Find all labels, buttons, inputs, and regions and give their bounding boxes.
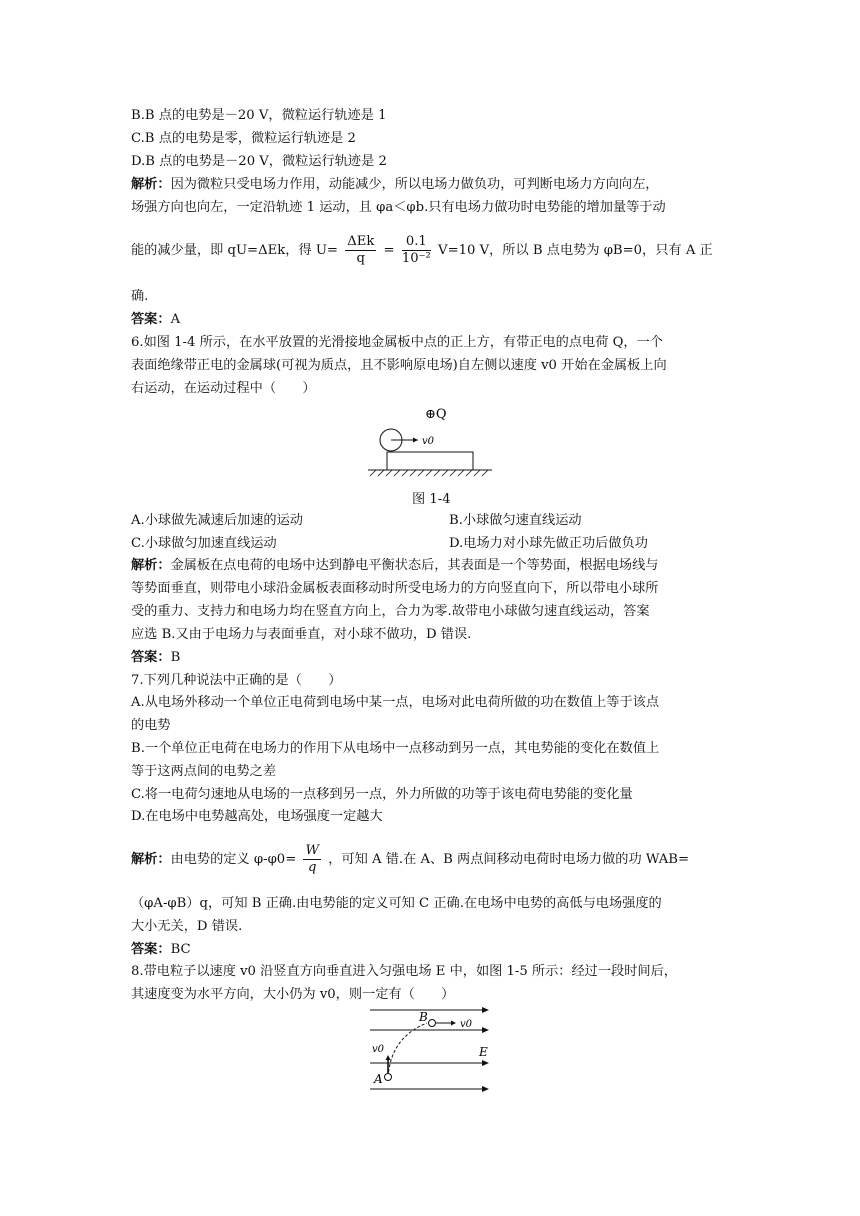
q7-option-a-line-2: 的电势 <box>131 718 171 733</box>
q6-analysis-line-4: 应选 B.又由于电场力与表面垂直，对小球不做功，D 错误. <box>131 627 472 642</box>
metal-plate <box>387 452 473 470</box>
label-v0-top: v0 <box>460 1019 473 1030</box>
q6-stem-line-2: 表面绝缘带正电的金属球(可视为质点，且不影响原电场)自左侧以速度 v0 开始在金属板上向 <box>131 358 667 373</box>
q7-answer: 答案：BC <box>131 942 191 957</box>
figure-1-4 <box>360 400 500 480</box>
q6-analysis-line-1: 解析：金属板在点电荷的电场中达到静电平衡状态后，其表面是一个等势面，根据电场线与 <box>131 558 659 573</box>
q6-analysis-line-3: 受的重力、支持力和电场力均在竖直方向上，合力为零.故带电小球做匀速直线运动，答案 <box>131 604 650 619</box>
q7-analysis-line-2: （φA-φB）q，可知 B 正确.由电势能的定义可知 C 正确.在电场中电势的高低与电场强度的 <box>131 896 662 911</box>
q8-stem-line-2: 其速度变为水平方向，大小仍为 v0，则一定有（ ） <box>131 987 455 1002</box>
q6-option-b: B.小球做匀速直线运动 <box>449 513 582 528</box>
q5-analysis-line-3: 能的减少量，即 qU=ΔEk，得 U= $\frac{\text{ΔEk}}{q}$ = $\frac{0.1}{\text{10⁻²}}$ V=10 V，所以 B 点电势为 φB=0，只有 A 正 <box>131 234 713 266</box>
trajectory <box>388 1023 427 1077</box>
label-b: B <box>419 1010 428 1024</box>
q7-option-d: D.在电场中电势越高处，电场强度一定越大 <box>131 809 383 824</box>
q6-analysis-line-2: 等势面垂直，则带电小球沿金属板表面移动时所受电场力的方向竖直向下，所以带电小球所 <box>131 581 659 596</box>
horizontal-arrowhead <box>451 1021 456 1026</box>
label-a: A <box>374 1072 383 1086</box>
q7-option-a-line-1: A.从电场外移动一个单位正电荷到电场中某一点，电场对此电荷所做的功在数值上等于该点 <box>131 695 660 710</box>
q5-option-d: D.B 点的电势是－20 V，微粒运行轨迹是 2 <box>131 154 387 169</box>
analysis-label: 解析： <box>131 177 171 192</box>
point-a-particle <box>385 1074 392 1081</box>
q7-option-b-line-2: 等于这两点间的电势之差 <box>131 764 277 779</box>
q8-stem-line-1: 8.带电粒子以速度 v0 沿竖直方向垂直进入匀强电场 E 中，如图 1-5 所示：经过一段时间后， <box>131 964 677 979</box>
figure-1-5 <box>365 1005 495 1095</box>
fraction-w-over-q: $\frac{W}{q}$ <box>305 843 320 875</box>
q7-option-b-line-1: B.一个单位正电荷在电场力的作用下从电场中一点移动到另一点，其电势能的变化在数值上 <box>131 741 660 756</box>
point-b-particle <box>429 1020 436 1027</box>
label-e: E <box>479 1045 488 1059</box>
fraction-delta-ek-over-q: $\frac{\text{ΔEk}}{q}$ <box>347 234 375 266</box>
q7-analysis-line-3: 大小无关，D 错误. <box>131 919 243 934</box>
q5-answer: 答案：A <box>131 312 181 327</box>
arrowhead <box>413 438 418 443</box>
q6-option-d: D.电场力对小球先做正功后做负功 <box>449 536 648 551</box>
q6-option-c: C.小球做匀加速直线运动 <box>131 536 277 551</box>
q6-answer: 答案：B <box>131 650 181 665</box>
q6-stem-line-1: 6.如图 1-4 所示，在水平放置的光滑接地金属板中点的正上方，有带正电的点电荷 Q，一个 <box>131 335 663 350</box>
q7-option-c: C.将一电荷匀速地从电场的一点移到另一点，外力所做的功等于该电荷电势能的变化量 <box>131 787 633 802</box>
q6-option-a: A.小球做先减速后加速的运动 <box>131 513 303 528</box>
q7-stem: 7.下列几种说法中正确的是（ ） <box>131 673 342 688</box>
fraction-value: $\frac{0.1}{\text{10⁻²}}$ <box>401 234 431 266</box>
q5-analysis-line-1: 解析：因为微粒只受电场力作用，动能减少，所以电场力做负功，可判断电场力方向向左， <box>131 177 659 192</box>
charge-q-label: ⊕Q <box>425 407 447 422</box>
q5-analysis-line-4: 确. <box>131 289 149 304</box>
velocity-label: v0 <box>422 436 435 447</box>
figure-caption: 图 1-4 <box>412 492 451 507</box>
q5-option-b: B.B 点的电势是－20 V，微粒运行轨迹是 1 <box>131 108 387 123</box>
q5-option-c: C.B 点的电势是零，微粒运行轨迹是 2 <box>131 131 356 146</box>
q7-analysis-line-1: 解析：由电势的定义 φ-φ0= $\frac{W}{q}$ ，可知 A 错.在 A、B 两点间移动电荷时电场力做的功 WAB= <box>131 843 690 875</box>
q6-stem-line-3: 右运动，在运动过程中（ ） <box>131 381 316 396</box>
q5-analysis-line-2: 场强方向也向左，一定沿轨迹 1 运动，且 φa＜φb.只有电场力做功时电势能的增加量等于动 <box>131 200 666 215</box>
label-v0-left: v0 <box>372 1044 385 1055</box>
vertical-arrowhead <box>386 1055 391 1060</box>
ground-hatching <box>370 470 488 476</box>
